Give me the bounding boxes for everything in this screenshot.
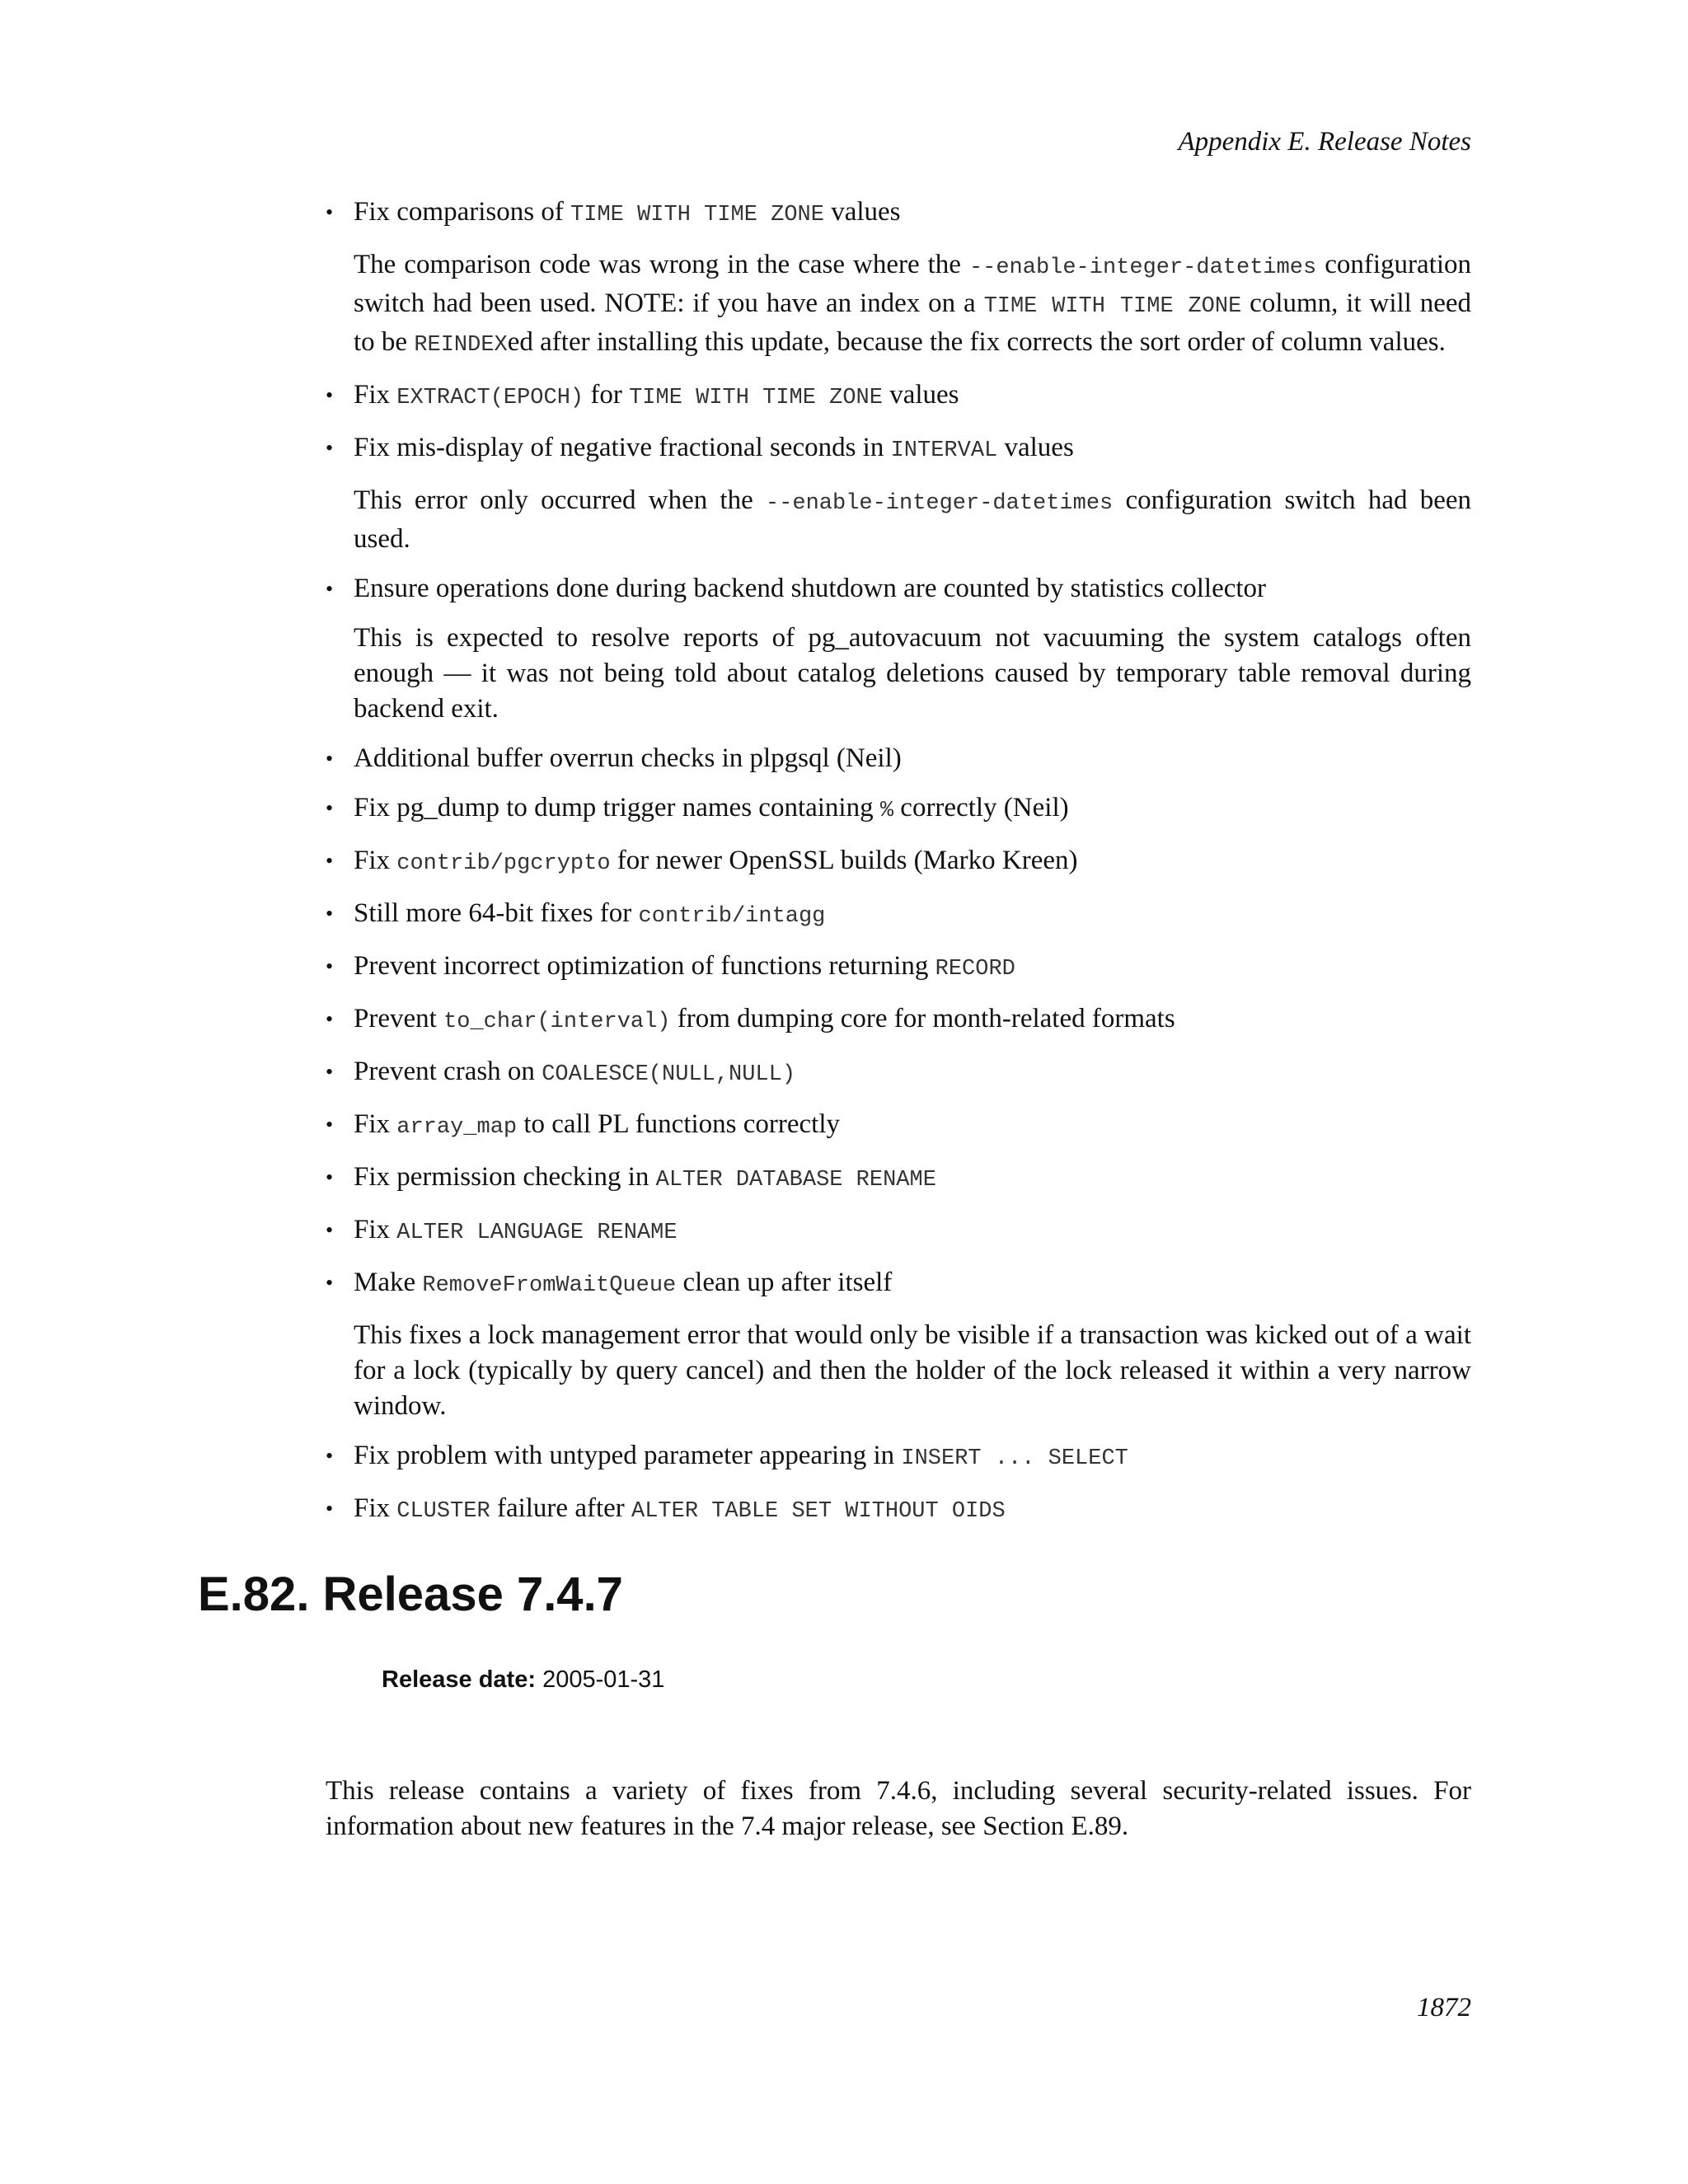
item-title xyxy=(354,1107,1471,1146)
code-literal: TIME WITH TIME ZONE xyxy=(570,203,824,227)
text-run: values xyxy=(882,380,959,410)
release-date-value: 2005-01-31 xyxy=(542,1666,665,1693)
list-item xyxy=(326,843,1471,882)
list-item xyxy=(326,1212,1471,1251)
text-run: clean up after itself xyxy=(676,1268,893,1297)
item-title xyxy=(354,1160,1471,1198)
text-run: Fix xyxy=(354,1109,397,1139)
item-description xyxy=(354,1318,1471,1424)
code-literal: CLUSTER xyxy=(396,1499,490,1524)
text-run: This fixes a lock management error that would only be visible if a transaction was kicked out of a wait for a lock (typically by query cancel) and then the holder of the lock released it within a very narrow window. xyxy=(354,1320,1471,1421)
list-item xyxy=(326,949,1471,987)
item-title xyxy=(354,430,1471,469)
list-item xyxy=(326,1160,1471,1198)
list-item xyxy=(326,194,1471,363)
item-title xyxy=(354,949,1471,987)
bullet-icon: • xyxy=(326,1060,334,1084)
code-literal: ALTER TABLE SET WITHOUT OIDS xyxy=(631,1499,1006,1524)
item-description xyxy=(354,247,1471,363)
list-item xyxy=(326,1438,1471,1477)
text-run: Prevent xyxy=(354,1004,444,1033)
item-title xyxy=(354,896,1471,935)
text-run: Make xyxy=(354,1268,423,1297)
bullet-icon: • xyxy=(326,1497,334,1521)
text-run: values xyxy=(823,197,901,227)
item-title xyxy=(354,1001,1471,1040)
text-run: Fix xyxy=(354,846,397,875)
list-item xyxy=(326,741,1471,776)
code-literal: --enable-integer-datetimes xyxy=(765,491,1114,516)
bullet-icon: • xyxy=(326,1218,334,1242)
bullet-icon: • xyxy=(326,1113,334,1137)
text-run: from dumping core for month-related formats xyxy=(670,1004,1175,1033)
item-title xyxy=(354,790,1471,829)
bullet-icon: • xyxy=(326,200,334,224)
bullet-icon: • xyxy=(326,1444,334,1468)
release-intro-paragraph: This release contains a variety of fixes from 7.4.6, including several security-related issues. For information about new features in the 7.4 major release, see Section E.89. xyxy=(326,1776,1471,1841)
text-run: Fix xyxy=(354,1215,397,1244)
bullet-icon: • xyxy=(326,383,334,407)
list-item xyxy=(326,1001,1471,1040)
text-run: Fix permission checking in xyxy=(354,1162,656,1192)
text-run: Prevent crash on xyxy=(354,1057,542,1086)
code-literal: EXTRACT(EPOCH) xyxy=(396,386,584,410)
code-literal: contrib/intagg xyxy=(638,904,826,929)
text-run: Additional buffer overrun checks in plpgsql (Neil) xyxy=(354,743,902,773)
bullet-icon: • xyxy=(326,577,334,601)
code-literal: TIME WITH TIME ZONE xyxy=(629,386,883,410)
text-run: configuration switch had been used. xyxy=(354,485,1471,554)
bullet-list xyxy=(326,194,1471,1530)
code-literal: REINDEX xyxy=(414,333,508,358)
list-item xyxy=(326,1491,1471,1530)
item-title xyxy=(354,1212,1471,1251)
text-run: column, it will need to be xyxy=(354,288,1472,357)
text-run: The comparison code was wrong in the case where the xyxy=(354,250,969,279)
bullet-icon: • xyxy=(326,849,334,873)
running-header: Appendix E. Release Notes xyxy=(1178,127,1471,157)
code-literal: to_char(interval) xyxy=(443,1010,671,1034)
list-item xyxy=(326,1054,1471,1093)
list-item xyxy=(326,377,1471,416)
code-literal: ALTER DATABASE RENAME xyxy=(655,1168,936,1193)
release-notes-list xyxy=(326,194,1471,1544)
text-run: Fix xyxy=(354,380,397,410)
bullet-icon: • xyxy=(326,747,334,771)
code-literal: --enable-integer-datetimes xyxy=(968,255,1317,280)
code-literal: TIME WITH TIME ZONE xyxy=(983,294,1242,319)
bullet-icon: • xyxy=(326,436,334,460)
item-title xyxy=(354,1265,1471,1304)
bullet-icon: • xyxy=(326,1271,334,1295)
text-run: failure after xyxy=(490,1493,632,1523)
page-number: 1872 xyxy=(1417,1993,1471,2022)
text-run: configuration switch had been used. NOTE: if you have an index on a xyxy=(354,250,1471,318)
text-run: to call PL functions correctly xyxy=(517,1109,841,1139)
section-title: E.82. Release 7.4.7 xyxy=(198,1568,623,1621)
item-title xyxy=(354,843,1471,882)
release-date-line xyxy=(382,1666,664,1694)
list-item xyxy=(326,896,1471,935)
text-run: Ensure operations done during backend shutdown are counted by statistics collector xyxy=(354,574,1267,603)
text-run: Fix mis-display of negative fractional seconds in xyxy=(354,433,891,462)
code-literal: RemoveFromWaitQueue xyxy=(422,1273,677,1298)
item-title xyxy=(354,377,1471,416)
text-run: values xyxy=(997,433,1074,462)
text-run: This error only occurred when the xyxy=(354,485,766,515)
item-title xyxy=(354,571,1471,607)
text-run: Still more 64-bit fixes for xyxy=(354,898,639,928)
bullet-icon: • xyxy=(326,1165,334,1189)
list-item xyxy=(326,790,1471,829)
text-run: correctly (Neil) xyxy=(893,793,1069,823)
text-run: Fix problem with untyped parameter appearing in xyxy=(354,1441,902,1470)
text-run: Fix comparisons of xyxy=(354,197,571,227)
item-title xyxy=(354,194,1471,233)
code-literal: contrib/pgcrypto xyxy=(396,851,611,876)
code-literal: INTERVAL xyxy=(890,438,998,463)
text-run: for xyxy=(584,380,630,410)
text-run: ed after installing this update, because the fix corrects the sort order of column values. xyxy=(507,327,1446,357)
bullet-icon: • xyxy=(326,902,334,926)
text-run: for newer OpenSSL builds (Marko Kreen) xyxy=(610,846,1078,875)
bullet-icon: • xyxy=(326,954,334,978)
text-run: Fix xyxy=(354,1493,397,1523)
list-item xyxy=(326,430,1471,557)
text-run: Fix pg_dump to dump trigger names containing xyxy=(354,793,880,823)
bullet-icon: • xyxy=(326,1007,334,1031)
item-description xyxy=(354,483,1471,557)
item-description xyxy=(354,621,1471,727)
code-literal: RECORD xyxy=(935,957,1015,982)
code-literal: COALESCE(NULL,NULL) xyxy=(542,1062,796,1087)
item-title xyxy=(354,1491,1471,1530)
list-item xyxy=(326,571,1471,727)
text-run: Prevent incorrect optimization of functions returning xyxy=(354,951,935,981)
item-title xyxy=(354,1054,1471,1093)
list-item xyxy=(326,1265,1471,1424)
code-literal: INSERT ... SELECT xyxy=(901,1446,1128,1471)
item-title xyxy=(354,1438,1471,1477)
release-date-label: Release date: xyxy=(382,1666,536,1693)
code-literal: array_map xyxy=(396,1115,518,1140)
item-title xyxy=(354,741,1471,776)
list-item xyxy=(326,1107,1471,1146)
text-run: This is expected to resolve reports of pg_autovacuum not vacuuming the system catalogs often enough — it was not being told about catalog deletions caused by temporary table removal during backend exit. xyxy=(354,623,1471,724)
code-literal: % xyxy=(879,799,894,823)
code-literal: ALTER LANGUAGE RENAME xyxy=(396,1221,678,1245)
bullet-icon: • xyxy=(326,796,334,820)
